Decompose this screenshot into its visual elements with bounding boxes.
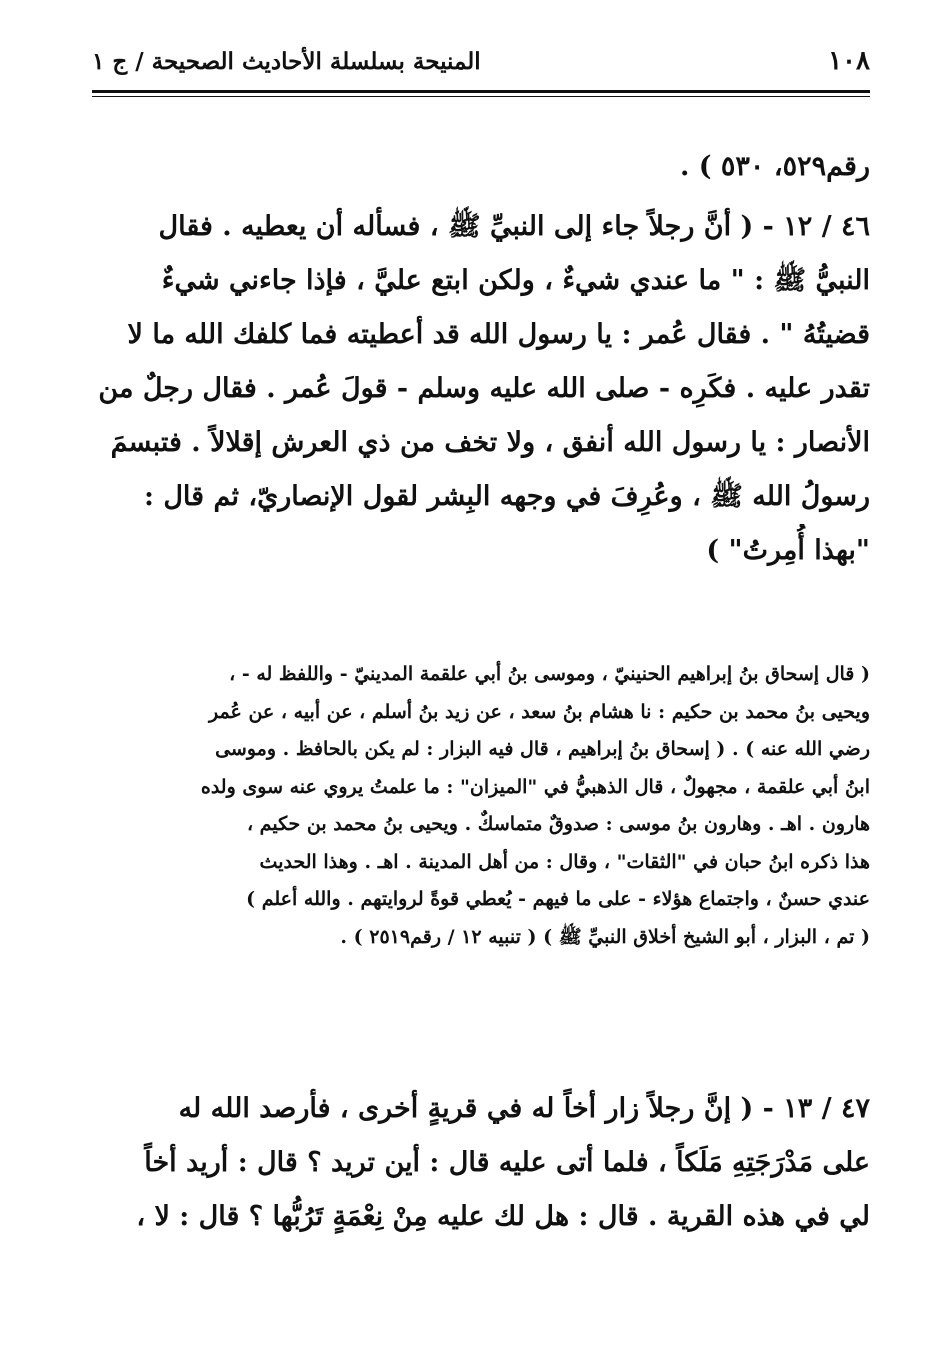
text-line: "بهذا أُمِرتُ" ) xyxy=(706,535,870,566)
header-rule-thin xyxy=(92,96,870,97)
text-line: لي في هذه القرية . قال : هل لك عليه مِنْ نِعْمَةٍ تَرُبُّها ؟ قال : لا ، xyxy=(136,1201,870,1232)
text-line: رسولُ الله ﷺ ، وعُرِفَ في وجهه البِشر لقول الإنصاريّ، ثم قال : xyxy=(143,481,870,512)
note-line: رضي الله عنه ) . ( إسحاق بنُ إبراهيم ، قال فيه البزار : لم يكن بالحافظ . وموسى xyxy=(215,738,870,760)
running-title: المنيحة بسلسلة الأحاديث الصحيحة / ج ١ xyxy=(92,48,481,75)
note-line: ( تم ، البزار ، أبو الشيخ أخلاق النبيِّ ﷺ ) ( تنبيه ١٢ / رقم٢٥١٩ ) . xyxy=(340,925,870,948)
hadith-46-commentary xyxy=(92,656,870,956)
note-line: ويحيى بنُ محمد بن حكيم : نا هشام بنُ سعد ، عن زيد بنُ أسلم ، عن أبيه ، عن عُمر xyxy=(209,700,870,723)
hadith-47 xyxy=(92,1082,870,1244)
text-line: ٤٦ / ١٢ - ( أنَّ رجلاً جاء إلى النبيِّ ﷺ ، فسأله أن يعطيه . فقال xyxy=(158,211,870,242)
hadith-46 xyxy=(92,200,870,578)
text-line: قضيتُهُ " . فقال عُمر : يا رسول الله قد أعطيته فما كلفك الله ما لا xyxy=(127,319,870,350)
continuation-reference xyxy=(92,140,870,194)
page-number: ١٠٨ xyxy=(828,46,870,76)
text-line: رقم٥٢٩، ٥٣٠ ) . xyxy=(679,151,870,182)
note-line: ( قال إسحاق بنُ إبراهيم الحنينيّ ، وموسى بنُ أبي علقمة المدينيّ - واللفظ له - ، xyxy=(229,663,870,685)
header-rule-thick xyxy=(92,90,870,93)
text-line: النبيُّ ﷺ : " ما عندي شيءٌ ، ولكن ابتع عليَّ ، فإذا جاءني شيءٌ xyxy=(161,265,870,296)
text-line: الأنصار : يا رسول الله أنفق ، ولا تخف من ذي العرش إقلالاً . فتبسمَ xyxy=(110,427,870,458)
text-line: ٤٧ / ١٣ - ( إنَّ رجلاً زار أخاً له في قريةٍ أخرى ، فأرصد الله له xyxy=(178,1093,870,1124)
text-line: على مَدْرَجَتِهِ مَلَكاً ، فلما أتى عليه قال : أين تريد ؟ قال : أريد أخاً xyxy=(144,1147,870,1178)
page-header xyxy=(92,40,870,90)
note-line: هذا ذكره ابنُ حبان في "الثقات" ، وقال : من أهل المدينة . اهـ . وهذا الحديث xyxy=(259,850,870,873)
note-line: ابنُ أبي علقمة ، مجهولٌ ، قال الذهبيُّ في "الميزان" : ما علمتُ يروي عنه سوى ولده xyxy=(200,775,870,798)
text-line: تقدر عليه . فكَرِه - صلى الله عليه وسلم - قولَ عُمر . فقال رجلٌ من xyxy=(98,373,870,404)
note-line: هارون . اهـ . وهارون بنُ موسى : صدوقٌ متماسكٌ . ويحيى بنُ محمد بن حكيم ، xyxy=(246,813,870,835)
note-line: عندي حسنٌ ، واجتماع هؤلاء - على ما فيهم - يُعطي قوةً لروايتهم . والله أعلم ) xyxy=(246,888,870,910)
